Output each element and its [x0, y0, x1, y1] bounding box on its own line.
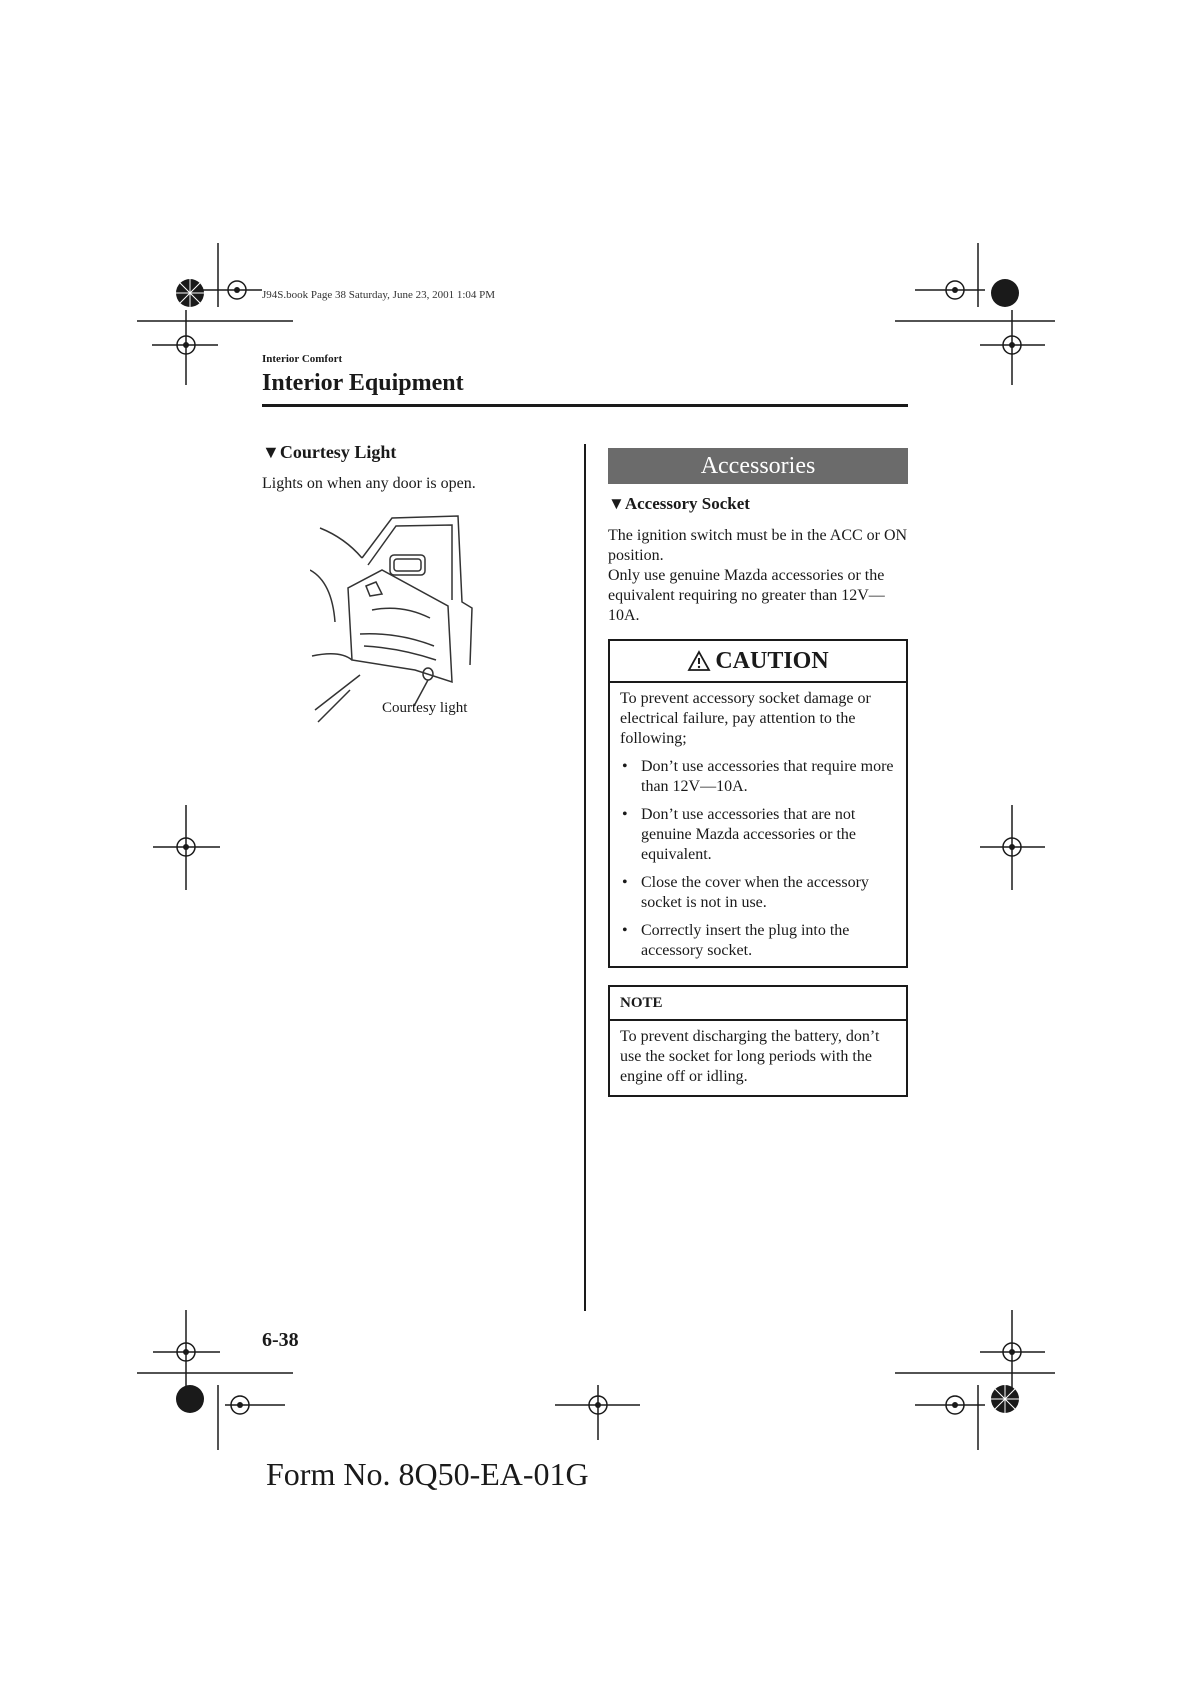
section-label: Interior Comfort	[262, 353, 343, 365]
courtesy-light-text: Lights on when any door is open.	[262, 475, 476, 492]
column-divider	[584, 444, 586, 1311]
door-illustration	[310, 510, 510, 730]
note-box	[608, 985, 908, 1097]
caution-list	[620, 757, 896, 961]
courtesy-light-heading	[262, 442, 396, 463]
accessory-socket-text-2: Only use genuine Mazda accessories or the equivalent requiring no greater than 12V—10A.	[608, 567, 885, 624]
courtesy-light-heading-text: Courtesy Light	[279, 442, 397, 462]
caution-item: • Correctly insert the plug into the accessory socket.	[620, 921, 896, 961]
accessory-socket-heading-text: Accessory Socket	[624, 494, 750, 513]
caution-title: CAUTION	[715, 647, 829, 674]
triangle-down-icon: ▼	[608, 494, 625, 513]
page-title: Interior Equipment	[262, 370, 464, 396]
triangle-down-icon: ▼	[262, 442, 280, 462]
note-header: NOTE	[610, 987, 906, 1021]
accessories-banner: Accessories	[608, 448, 908, 484]
caution-item: • Don’t use accessories that are not genuine Mazda accessories or the equivalent.	[620, 805, 896, 865]
caution-body	[610, 683, 906, 961]
warning-triangle-icon	[687, 650, 711, 672]
form-number: Form No. 8Q50-EA-01G	[266, 1456, 589, 1492]
accessory-socket-heading	[608, 494, 750, 514]
note-text: To prevent discharging the battery, don’t use the socket for long periods with the engine off or idling.	[620, 1028, 880, 1085]
accessory-socket-text-1: The ignition switch must be in the ACC or ON position.	[608, 527, 908, 564]
file-info: J94S.book Page 38 Saturday, June 23, 2001 1:04 PM	[262, 289, 496, 301]
courtesy-light-label: Courtesy light	[382, 700, 468, 716]
caution-item: • Close the cover when the accessory socket is not in use.	[620, 873, 896, 913]
caution-intro: To prevent accessory socket damage or electrical failure, pay attention to the following;	[620, 690, 871, 747]
caution-header	[610, 641, 906, 683]
title-rule	[262, 404, 908, 407]
caution-box	[608, 639, 908, 968]
caution-item: • Don’t use accessories that require more than 12V—10A.	[620, 757, 896, 797]
page-number: 6-38	[262, 1329, 299, 1351]
